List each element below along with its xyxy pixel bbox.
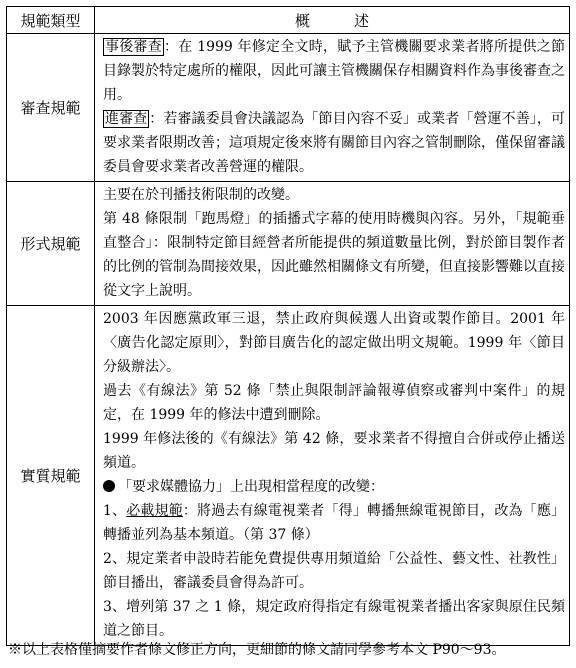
category-cell: 審查規範: [7, 34, 95, 182]
bullet-icon: [103, 480, 115, 492]
substance-line: 1999 年修法後的《有線法》第 42 條，要求業者不得擅自合併或停止播送頻道。: [103, 431, 565, 471]
form-line: 第 48 條限制「跑馬燈」的插播式字幕的使用時機與內容。另外，「規範垂直整合」：限制特定節目經營者所能提供的頻道數量比例，對於節目製作者的比例的管制為間接效果，因此雖然相關條文有所變，但直接影響難以直接從文字上說明。: [103, 211, 565, 299]
sub-item: [103, 499, 565, 547]
sub-item: [103, 595, 565, 643]
review-item-pre: [103, 107, 565, 179]
bullet-line: [103, 475, 565, 499]
term-box: 事後審查: [105, 39, 162, 55]
table-row-substance: [7, 306, 570, 646]
sub-prefix: 3、: [103, 599, 127, 615]
description-cell: [95, 306, 570, 646]
category-cell: 實質規範: [7, 306, 95, 646]
description-cell: [95, 34, 570, 182]
item-text: ：在 1999 年修定全文時，賦予主管機關要求業者將所提供之節目錄製於特定處所的權限，因此可讓主管機關保存相關資料作為事後審查之用。: [103, 39, 566, 103]
form-line: 主要在於刊播技術限制的改變。: [103, 187, 299, 203]
table-row-review: [7, 34, 570, 182]
header-type: 規範類型: [7, 7, 95, 34]
substance-line: 2003 年因應黨政軍三退，禁止政府與候選人出資或製作節目。2001 年〈廣告化認定原則〉，對節目廣告化的認定做出明文規範。1999 年〈節目分級辦法〉。: [103, 311, 565, 375]
sub-prefix: 2、: [103, 551, 127, 567]
footnote: ※以上表格僅摘要作者條文修正方向，更細節的條文請同學參考本文 P90～93。: [8, 642, 506, 658]
sub-text: ：將過去有線電視業者「得」轉播無線電視節目，改為「應」轉播並列為基本頻道。（第 37 條）: [103, 503, 565, 543]
term-box: 進審查: [105, 111, 148, 127]
bullet-text: 「要求媒體協力」上出現相當程度的改變：: [118, 479, 384, 495]
table-row-form: [7, 182, 570, 306]
review-item-post: [103, 35, 565, 107]
item-text: ：若審議委員會決議認為「節目內容不妥」或業者「營運不善」，可要求業者限期改善；這項規定後來將有關節目內容之管制刪除，僅保留審議委員會要求業者改善營運的權限。: [103, 111, 565, 175]
sub-term: 必載規範: [126, 503, 183, 519]
sub-text: 增列第 37 之 1 條，規定政府得指定有線電視業者播出客家與原住民頻道之節目。: [103, 599, 565, 639]
sub-text: 規定業者申設時若能免費提供專用頻道給「公益性、藝文性、社教性」節目播出，審議委員會得為許可。: [103, 551, 565, 591]
description-cell: [95, 182, 570, 306]
header-desc: 概述: [95, 7, 570, 34]
substance-line: 過去《有線法》第 52 條「禁止與限制評論報導偵察或審判中案件」的規定，在 1999 年的修法中遭到刪除。: [103, 383, 565, 423]
regulation-table: [6, 6, 570, 646]
table-header-row: [7, 7, 570, 34]
category-cell: 形式規範: [7, 182, 95, 306]
sub-prefix: 1、: [103, 503, 127, 519]
sub-item: [103, 547, 565, 595]
